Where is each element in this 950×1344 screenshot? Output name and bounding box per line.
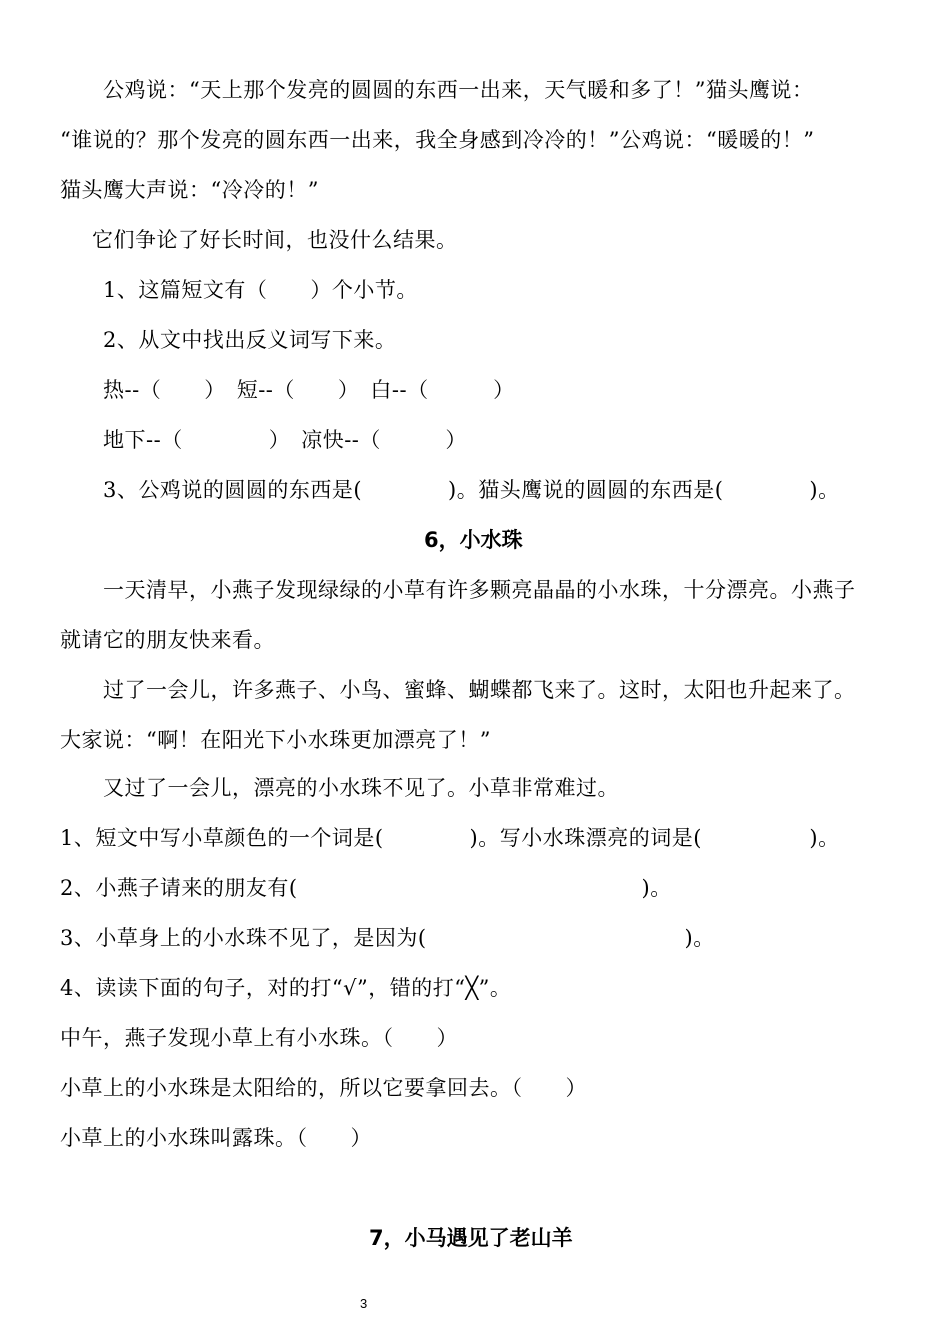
question-2: 2、从文中找出反义词写下来。 [103,328,397,352]
para-line: 它们争论了好长时间，也没什么结果。 [92,228,458,252]
question-1: 1、短文中写小草颜色的一个词是( )。写小水珠漂亮的词是( )。 [60,826,840,850]
antonym-row: 热--（ ） 短--（ ） 白--（ ） [103,378,515,402]
para-line: 一天清早，小燕子发现绿绿的小草有许多颗亮晶晶的小水珠，十分漂亮。小燕子 [103,578,856,602]
question-2: 2、小燕子请来的朋友有( )。 [60,876,672,900]
para-line: 过了一会儿，许多燕子、小鸟、蜜蜂、蝴蝶都飞来了。这时，太阳也升起来了。 [103,678,856,702]
question-3: 3、公鸡说的圆圆的东西是( )。猫头鹰说的圆圆的东西是( )。 [103,478,840,502]
question-1: 1、这篇短文有（ ）个小节。 [103,278,418,302]
para-line: 猫头鹰大声说：“冷冷的！” [60,178,319,202]
question-3: 3、小草身上的小水珠不见了，是因为( )。 [60,926,715,950]
para-line: 公鸡说：“天上那个发亮的圆圆的东西一出来，天气暖和多了！”猫头鹰说： [103,78,814,102]
para-line: 就请它的朋友快来看。 [60,628,275,652]
para-line: “谁说的？那个发亮的圆东西一出来，我全身感到冷冷的！”公鸡说：“暖暖的！” [60,128,815,152]
judge-sentence: 小草上的小水珠叫露珠。（ ） [60,1126,372,1150]
section-title: 7，小马遇见了老山羊 [369,1226,573,1250]
judge-sentence: 小草上的小水珠是太阳给的，所以它要拿回去。（ ） [60,1076,587,1100]
page-number: 3 [360,1296,368,1311]
question-4: 4、读读下面的句子，对的打“√”，错的打“╳”。 [60,976,512,1000]
para-line: 大家说：“啊！在阳光下小水珠更加漂亮了！” [60,728,491,752]
para-line: 又过了一会儿，漂亮的小水珠不见了。小草非常难过。 [103,776,619,800]
antonym-row: 地下--（ ） 凉快--（ ） [103,428,467,452]
judge-sentence: 中午，燕子发现小草上有小水珠。（ ） [60,1026,458,1050]
section-title: 6，小水珠 [424,528,523,552]
